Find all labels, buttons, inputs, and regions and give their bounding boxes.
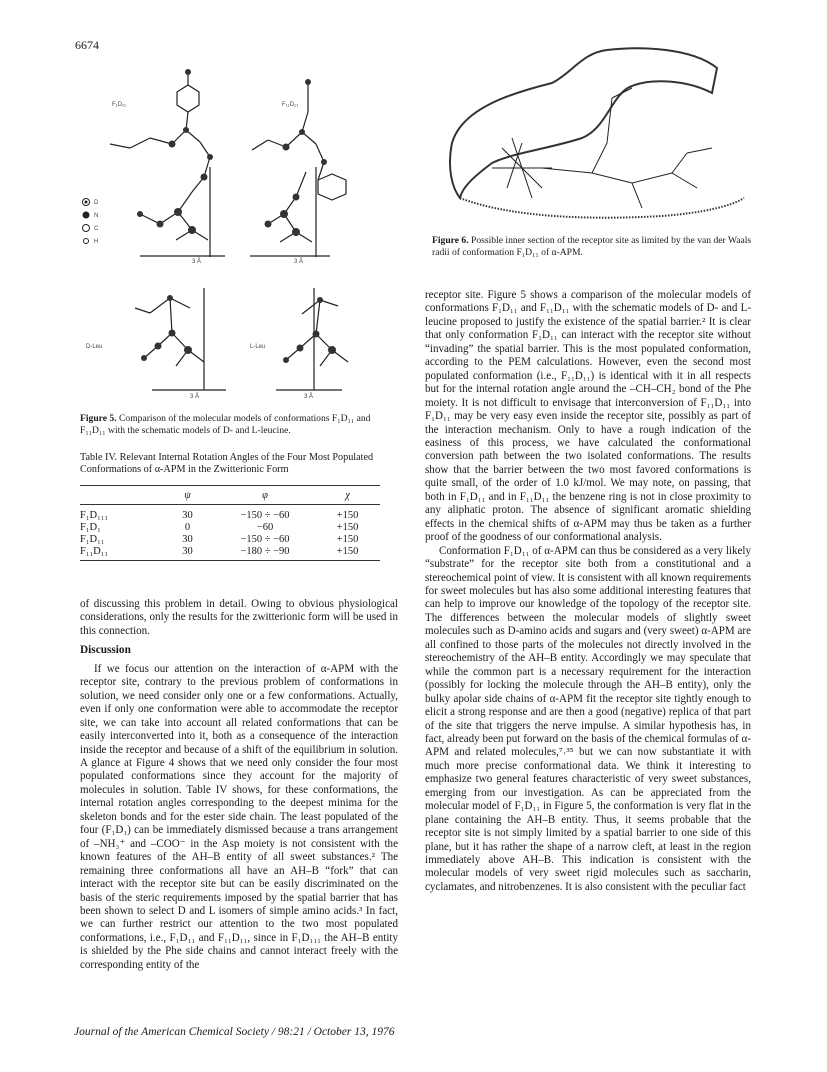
- table-header: φ: [262, 489, 268, 501]
- table-4-body: [80, 509, 380, 557]
- legend-label-h: H: [94, 239, 99, 245]
- table-4-title: [80, 452, 380, 476]
- scale-label-right: 3 Å: [294, 259, 304, 265]
- table-header-row: [80, 489, 380, 501]
- table-cell: +150: [336, 545, 359, 557]
- legend-label-d: D: [94, 200, 99, 206]
- table-header: χ: [345, 489, 350, 501]
- table-cell: −150 ÷ −60: [240, 509, 290, 521]
- figure-6-caption-label: Figure 6.: [432, 235, 469, 246]
- molecule-models-top: [80, 52, 375, 267]
- right-column: [425, 289, 751, 894]
- receptor-site-section: [432, 38, 750, 228]
- table-cell: +150: [336, 533, 359, 545]
- fig5-label-f11d11: F₁₁D₁₁: [282, 102, 299, 108]
- figure-6-caption-text: Possible inner section of the receptor site as limited by the van der Waals radii of conformation F₁D₁₁ of α-APM.: [432, 235, 752, 258]
- legend-label-n: N: [94, 213, 99, 219]
- leucine-models: [80, 278, 375, 403]
- table-4-title-text: Relevant Internal Rotation Angles of the Four Most Populated Conformations of α-APM in the Zwitterionic Form: [80, 452, 374, 475]
- table-cell: +150: [336, 521, 359, 533]
- figure-6-caption: [432, 235, 752, 258]
- table-cell: 30: [182, 509, 193, 521]
- table-4: [80, 485, 380, 561]
- paragraph-continued: of discussing this problem in detail. Owing to obvious physiological considerations, only the results for the zwitterionic form will be used in this connection.: [80, 598, 398, 637]
- table-row: [80, 521, 380, 533]
- journal-footer: Journal of the American Chemical Society / 98:21 / October 13, 1976: [74, 1026, 395, 1038]
- table-cell: +150: [336, 509, 359, 521]
- legend-label-c: C: [94, 226, 99, 232]
- table-cell: 0: [184, 521, 191, 533]
- table-row: [80, 545, 380, 557]
- figure-5-caption-label: Figure 5.: [80, 413, 117, 424]
- table-cell: F₁D₁: [80, 521, 101, 533]
- figure-5-caption-text: Comparison of the molecular models of conformations F₁D₁₁ and F₁₁D₁₁ with the schematic models of D- and L-leucine.: [80, 413, 371, 436]
- table-cell: F₁D₁₁₁: [80, 509, 109, 521]
- page-number: 6674: [75, 38, 99, 52]
- paragraph-conformation: Conformation F₁D₁₁ of α-APM can thus be considered as a very likely “substrate” for the receptor site both from a constitutional and a stereochemical point of view. It is consistent with all known requirements for sweet molecules but has also some additional interesting features that can help to improve our knowledge of the topology of the receptor site. The differences between the molecular models of slightly sweet molecules such as D-amino acids and sugars and (very sweet) α-APM are all confined to those parts of the molecules not directly involved in the stereochemistry of the AH–B entity. Accordingly we may speculate that while the common part is a necessary requirement for the interaction (possibly for locking the molecule through the AH–B entity), only the bulky apolar side chains of α-APM fit the receptor site tightly enough to elicit a strong response and are then a good (negative) replica of that part of the site that triggers the nerve impulse. A similar hypothesis has, in fact, already been put forward on the basis of the chemical formulas of α-APM and related molecules,⁷˒³⁵ but we can now substantiate it with much more precise conformational data. We think it interesting to emphasize two general features characteristic of very sweet substances, emerging from our investigation. As can be appreciated from the molecular model of F₁D₁₁ in Figure 5, the conformation is very flat in the plane containing the AH–B entity. Thus, it seems probable that the receptor site is not simply limited by a spatial barrier to one side of this plane, but it has rather the shape of a narrow cleft, at least in the region immediately above AH–B. This indication is consistent with the molecular models of very sweet rigid molecules such as saccharin, cyclamates, and nitrobenzenes. It is also consistent with the peculiar fact: [425, 544, 752, 893]
- fig5-label-f1d11: F₁D₁₁: [112, 102, 127, 108]
- scale-label-d: 3 Å: [190, 394, 200, 400]
- table-cell: −150 ÷ −60: [240, 533, 290, 545]
- table-cell: 30: [182, 533, 193, 545]
- table-header: ψ: [184, 489, 191, 501]
- table-cell: 30: [182, 545, 193, 557]
- table-cell: −180 ÷ −90: [240, 545, 290, 557]
- table-cell: F₁₁D₁₁: [80, 545, 109, 557]
- atom-legend: [83, 199, 90, 244]
- table-row: [80, 533, 380, 545]
- scale-label-l: 3 Å: [304, 394, 314, 400]
- fig5-label-d-leu: D-Leu: [86, 344, 103, 350]
- table-4-grid: [80, 489, 380, 501]
- table-row: [80, 509, 380, 521]
- left-column: [80, 598, 398, 972]
- figure-5-bottom: [80, 278, 375, 403]
- section-heading-discussion: Discussion: [80, 644, 131, 657]
- table-header: [80, 489, 160, 501]
- paragraph-discussion: If we focus our attention on the interaction of α-APM with the receptor site, contrary to the previous problem of conformations in solution, we need consider only one or a few conformations. Actually, even if only one conformation were able to accommodate the receptor site, we can take into account all related conformations that can be easily interconverted into it, both as a consequence of the interaction inside the receptor and because of a shift of the equilibrium in solution. A glance at Figure 4 shows that we need only consider the four most populated conformations since they account for the majority of molecules in solution. Table IV shows, for these conformations, the internal rotation angles corresponding to the deepest minima for the skeleton bonds and for the ester side chain. The least populated of the four (F₁D₁) can be immediately dismissed because a trans arrangement of –NH₃⁺ and –COO⁻ in the Asp moiety is not consistent with the known features of the AH–B entity of all sweet substances.² The remaining three conformations all have an AH–B “fork” that can interact with the receptor site but can be easily discriminated on the basis of the steric requirements imposed by the spatial barrier that has been shown to select D and L isomers of simple amino acids.³ In fact, we can further restrict our attention to the two most populated conformations, i.e., F₁D₁₁ and F₁₁D₁₁, since in F₁D₁₁₁ the AH–B entity is shielded by the Phe side chains and cannot interact freely with the corresponding entity of the: [80, 662, 398, 971]
- fig5-label-l-leu: L-Leu: [250, 344, 266, 350]
- scale-label-left: 3 Å: [192, 259, 202, 265]
- table-cell: −60: [256, 521, 274, 533]
- paragraph-receptor: receptor site. Figure 5 shows a comparison of the molecular models of conformations F₁D₁₁ and F₁₁D₁₁ with the schematic models of D- and L-leucine proposed to justify the existence of the spatial barrier.² It is clear that only conformation F₁D₁₁ can interact with the receptor site without “invading” the spatial barrier. This is the most populated conformation, according to the PEM calculations. However, even the second most populated conformation (i.e., F₁₁D₁₁) is identical with it in all respects but for the internal rotation angle around the –CH–CH₂ bond of the Phe moiety. It is not difficult to envisage that interconversion of F₁₁D₁₁ into F₁D₁₁ may be very easy even inside the receptor site, possibly as part of the interaction mechanism. Only to have a rough indication of the easiness of this process, we have calculated the conformational conversion path between the two isolated conformations. The results show that the barrier between the two most favored conformations is quite small, of the order of 1.0 kJ/mol. We may note, on passing, that both in F₁D₁₁ and in F₁₁D₁₁ the benzene ring is not in close proximity to any aliphatic proton. The absence of significant aromatic shielding effects in the chemical shifts of α-APM may thus be taken as a further proof of the goodness of our conformational analysis.: [425, 289, 751, 544]
- table-cell: F₁D₁₁: [80, 533, 105, 545]
- figure-6: [432, 38, 750, 228]
- figure-5-caption: [80, 413, 376, 436]
- table-4-label: Table IV.: [80, 452, 118, 463]
- figure-5-top: [80, 52, 375, 267]
